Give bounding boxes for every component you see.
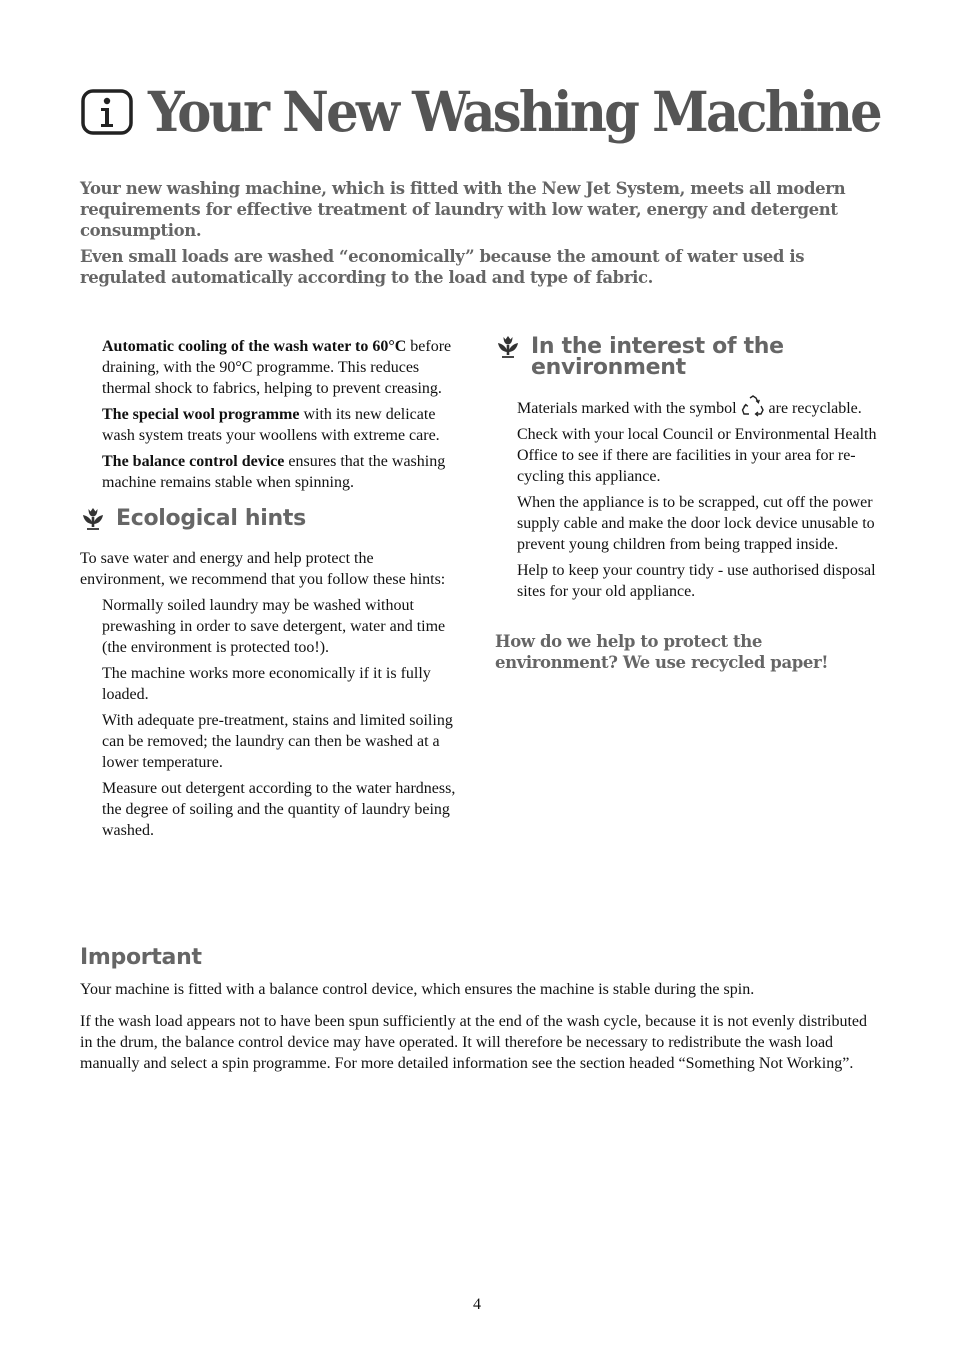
recycled-paper-note: How do we help to protect the environment? We use recycled paper! <box>495 632 829 672</box>
left-column <box>80 336 460 846</box>
recycle-paragraph: Materials marked with the symbol are recyclable. <box>517 395 880 419</box>
flower-icon <box>80 505 106 531</box>
ecological-heading <box>80 508 460 531</box>
intro-paragraph: Even small loads are washed “economically” because the amount of water used is regulated automatically according to the load and type of fabric. <box>80 247 805 287</box>
right-column <box>495 336 880 673</box>
hint-item: With adequate pre-treatment, stains and limited soiling can be removed; the laundry can then be washed at a lower temperature. <box>102 712 453 771</box>
feature-item: Automatic cooling of the wash water to 60°C before draining, with the 90°C programme. This reduces thermal shock to fabrics, helping to prevent creasing. <box>102 338 452 397</box>
ecological-intro: To save water and energy and help protect the environment, we recommend that you follow these hints: <box>80 550 446 588</box>
environment-paragraph: Help to keep your country tidy - use authorised disposal sites for your old appliance. <box>517 562 876 600</box>
environment-paragraph: When the appliance is to be scrapped, cut off the power supply cable and make the door lock device unusable to prevent young children from being trapped inside. <box>517 494 875 553</box>
environment-list <box>517 395 880 602</box>
feature-item: The balance control device ensures that the washing machine remains stable when spinning. <box>102 453 446 491</box>
page-number: 4 <box>473 1296 481 1313</box>
hint-item: Normally soiled laundry may be washed without prewashing in order to save detergent, water and time (the environment is protected too!). <box>102 597 446 656</box>
environment-heading <box>495 336 880 378</box>
info-icon <box>80 85 134 139</box>
hints-list <box>102 595 460 841</box>
hint-item: Measure out detergent according to the water hardness, the degree of soiling and the quantity of laundry being washed. <box>102 780 456 839</box>
important-section <box>80 946 880 1085</box>
feature-list <box>102 336 460 493</box>
title-row <box>80 79 935 144</box>
flower-icon <box>495 333 521 359</box>
important-paragraph: Your machine is fitted with a balance control device, which ensures the machine is stable during the spin. <box>80 981 755 998</box>
environment-paragraph: Check with your local Council or Environmental Health Office to see if there are facilities in your area for re-cycling this appliance. <box>517 426 877 485</box>
hint-item: The machine works more economically if it is fully loaded. <box>102 665 431 703</box>
environment-heading-text: In the interest of the environment <box>531 334 784 380</box>
important-paragraph: If the wash load appears not to have been spun sufficiently at the end of the wash cycle, because it is not evenly distributed in the drum, the balance control device may have operated. It will therefore be necessary to redistribute the wash load manually and select a spin programme. For more detailed information see the section headed “Something Not Working”. <box>80 1013 868 1072</box>
important-heading: Important <box>80 945 202 970</box>
page-title: Your New Washing Machine <box>148 79 880 144</box>
intro <box>80 178 860 293</box>
ecological-heading-text: Ecological hints <box>116 506 306 531</box>
recycle-icon <box>741 395 765 417</box>
intro-paragraph: Your new washing machine, which is fitted with the New Jet System, meets all modern requirements for effective treatment of laundry with low water, energy and detergent consumption. <box>80 179 846 240</box>
feature-item: The special wool programme with its new delicate wash system treats your woollens with extreme care. <box>102 406 440 444</box>
